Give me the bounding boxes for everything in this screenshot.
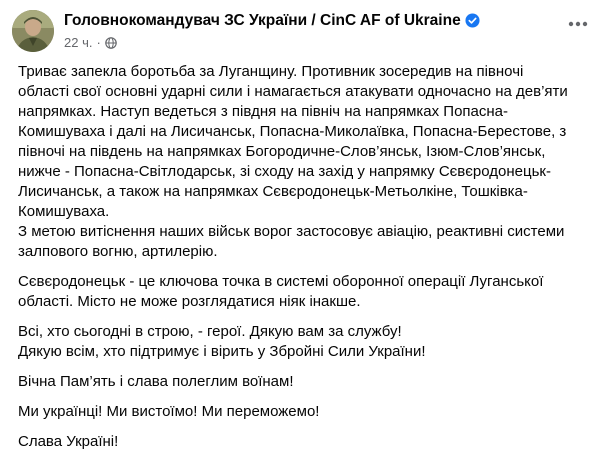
post-text-line: Комишуваха.	[18, 203, 110, 220]
verified-badge-icon	[465, 13, 480, 28]
post-paragraph	[18, 402, 598, 422]
post-text-line: Комишуваха і далі на Лисичанськ, Попасна-Миколаївка, Попасна-Берестове, з	[18, 123, 567, 140]
post-text-line: Лисичанськ, а також на напрямках Сєвєродонецьк-Метьолкіне, Тошківка-	[18, 183, 528, 200]
post-text	[18, 62, 598, 452]
post-text-line: З метою витіснення наших військ ворог застосовує авіацію, реактивні системи	[18, 223, 565, 240]
post-text-line: Триває запекла боротьба за Луганщину. Противник зосередив на півночі	[18, 63, 524, 80]
post-text-line: напрямках. Наступ ведеться з півдня на північ на напрямках Попасна-	[18, 103, 509, 120]
post-paragraph	[18, 272, 598, 312]
author-name[interactable]: Головнокомандувач ЗС України / CinC AF of Ukraine	[64, 12, 461, 29]
post-text-line: Вічна Пам’ять і слава полеглим воїнам!	[18, 373, 294, 390]
post-meta	[64, 35, 117, 51]
post-text-line: області свої основні ударні сили і намагається атакувати одночасно на дев’яти	[18, 83, 568, 100]
globe-icon[interactable]	[105, 37, 117, 49]
post-text-line: Дякую всім, хто підтримує і вірить у Збройні Сили України!	[18, 343, 426, 360]
post-paragraph	[18, 62, 598, 262]
post-timestamp[interactable]: 22 ч.	[64, 35, 93, 50]
post-header	[10, 8, 594, 54]
post-text-line: півночі на південь на напрямках Богородичне-Слов’янськ, Ізюм-Слов’янськ,	[18, 143, 546, 160]
post-text-line: Сєвєродонецьк - це ключова точка в системі оборонної операції Луганської	[18, 273, 544, 290]
more-horizontal-icon[interactable]	[564, 14, 592, 34]
post-text-line: області. Місто не може розглядатися ніяк інакше.	[18, 293, 361, 310]
author-avatar[interactable]	[12, 10, 54, 52]
post-text-line: Ми українці! Ми вистоїмо! Ми переможемо!	[18, 403, 320, 420]
author-name-row	[64, 11, 480, 30]
post-text-line: залпового вогню, артилерію.	[18, 243, 218, 260]
post-text-line: Слава Україні!	[18, 433, 119, 450]
meta-separator: ·	[96, 35, 101, 50]
post-paragraph	[18, 432, 598, 452]
post-text-line: нижче - Попасна-Світлодарськ, зі сходу на захід у напрямку Сєвєродонецьк-	[18, 163, 551, 180]
avatar-photo-icon	[12, 10, 54, 52]
post-paragraph	[18, 322, 598, 362]
post-text-line: Всі, хто сьогодні в строю, - герої. Дякую вам за службу!	[18, 323, 402, 340]
post-paragraph	[18, 372, 598, 392]
